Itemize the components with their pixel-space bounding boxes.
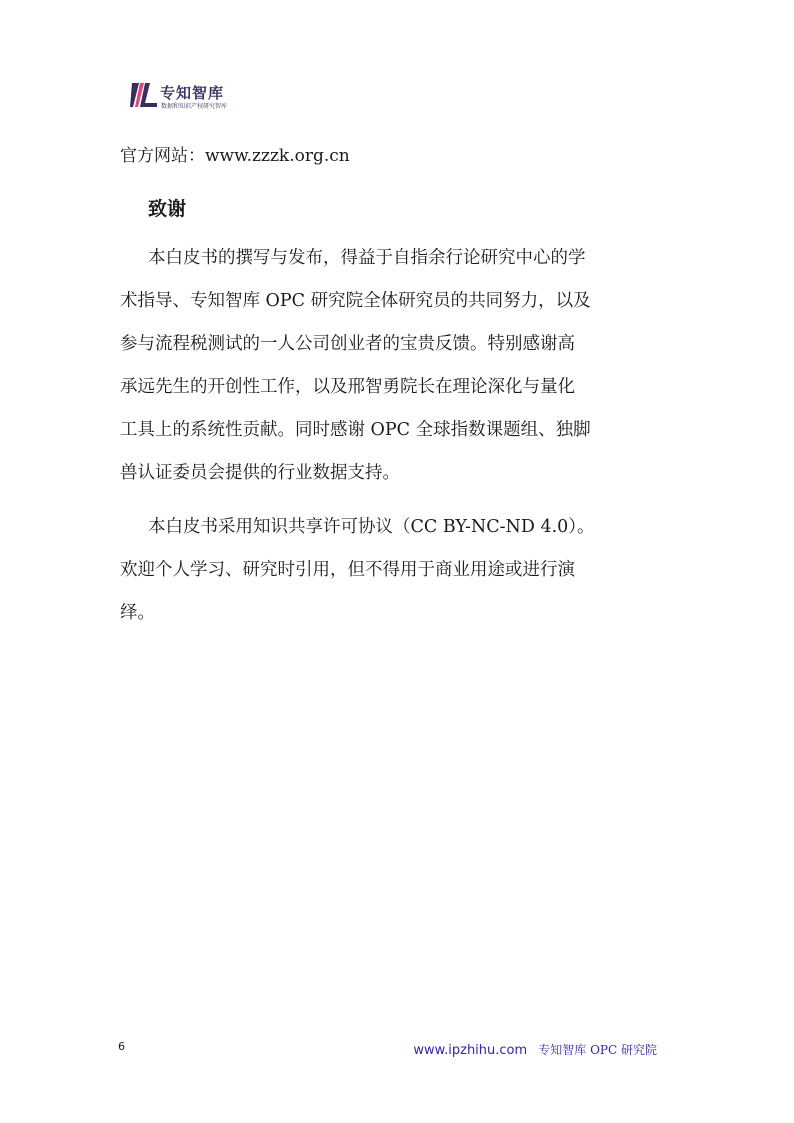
brand-name: 专知智库 — [160, 84, 225, 102]
footer-credit — [413, 1039, 657, 1058]
paragraph-line: 兽认证委员会提供的行业数据支持。 — [120, 463, 400, 483]
paragraph-line: 欢迎个人学习、研究时引用，但不得用于商业用途或进行演 — [120, 560, 575, 580]
paragraph-line: 承远先生的开创性工作，以及邢智勇院长在理论深化与量化 — [120, 377, 575, 397]
section-title: 致谢 — [148, 198, 187, 220]
brand-mark-icon — [130, 80, 158, 110]
acknowledgement-paragraph — [120, 237, 680, 495]
brand-logo — [130, 80, 270, 114]
official-website: 官方网站：www.zzzk.org.cn — [120, 146, 350, 166]
page-number: 6 — [118, 1040, 125, 1053]
paragraph-line: 绎。 — [120, 603, 155, 623]
paragraph-line: 参与流程税测试的一人公司创业者的宝贵反馈。特别感谢高 — [120, 334, 575, 354]
paragraph-line: 术指导、专知智库 OPC 研究院全体研究员的共同努力，以及 — [120, 291, 591, 311]
footer-url-link[interactable]: www.ipzhihu.com — [413, 1043, 528, 1058]
paragraph-line: 本白皮书的撰写与发布，得益于自指余行论研究中心的学 — [148, 248, 586, 268]
paragraph-line: 本白皮书采用知识共享许可协议（CC BY-NC-ND 4.0）。 — [148, 517, 595, 537]
footer-org-name: 专知智库 OPC 研究院 — [538, 1043, 657, 1057]
brand-tagline: 数据和知识产权研究智库 — [161, 103, 228, 110]
license-paragraph — [120, 506, 680, 635]
paragraph-line: 工具上的系统性贡献。同时感谢 OPC 全球指数课题组、独脚 — [120, 420, 591, 440]
